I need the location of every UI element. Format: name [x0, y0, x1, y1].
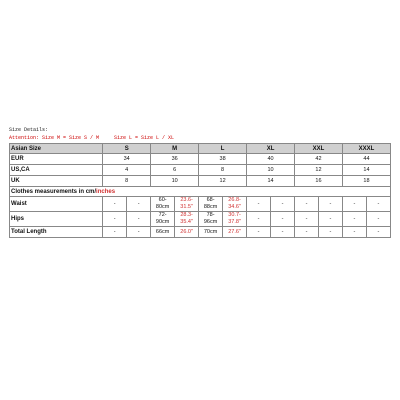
measure-cell: - [271, 197, 295, 212]
measure-cell-inches: 26.8-34.6" [223, 197, 247, 212]
row-label: US,CA [10, 165, 103, 176]
size-cell: 14 [342, 165, 390, 176]
measure-cell: - [318, 212, 342, 227]
measurements-heading [10, 187, 391, 197]
size-cell: 8 [103, 176, 151, 187]
row-label: Waist [10, 197, 103, 212]
measure-cell-cm: 68-88cm [199, 197, 223, 212]
size-row-uk [10, 176, 391, 187]
size-cell: 10 [247, 165, 295, 176]
size-cell: 4 [103, 165, 151, 176]
size-cell: 36 [151, 154, 199, 165]
size-row-us-ca [10, 165, 391, 176]
measure-cell: - [318, 227, 342, 238]
row-label: UK [10, 176, 103, 187]
row-label: Hips [10, 212, 103, 227]
measure-cell: - [342, 212, 366, 227]
measure-cell: - [247, 197, 271, 212]
measurements-heading-text: Clothes measurements in cm/ [11, 188, 97, 195]
measure-cell-inches: 23.6-31.5" [175, 197, 199, 212]
size-header-row [10, 144, 391, 154]
measure-cell: - [295, 212, 319, 227]
attention-note [9, 134, 391, 143]
attention-size-m: Attention: Size M = Size S / M [9, 135, 100, 141]
measure-cell: - [127, 227, 151, 238]
header-l: L [199, 144, 247, 154]
size-details-title: Size Details: [9, 127, 49, 133]
measure-cell: - [247, 227, 271, 238]
size-cell: 10 [151, 176, 199, 187]
measurements-heading-inches: inches [96, 188, 116, 195]
measure-row-waist [10, 197, 391, 212]
size-cell: 12 [199, 176, 247, 187]
size-cell: 34 [103, 154, 151, 165]
measure-cell: - [103, 212, 127, 227]
size-cell: 40 [247, 154, 295, 165]
measure-row-total-length [10, 227, 391, 238]
measure-cell-cm: 70cm [199, 227, 223, 238]
measure-cell: - [271, 212, 295, 227]
size-cell: 14 [247, 176, 295, 187]
measure-cell-cm: 60-80cm [151, 197, 175, 212]
row-label: EUR [10, 154, 103, 165]
size-cell: 8 [199, 165, 247, 176]
size-cell: 42 [295, 154, 343, 165]
size-row-eur [10, 154, 391, 165]
attention-size-l: Size L = Size L / XL [114, 135, 175, 141]
measure-cell: - [103, 197, 127, 212]
header-asian-size: Asian Size [10, 144, 103, 154]
header-s: S [103, 144, 151, 154]
size-chart [9, 126, 391, 238]
measure-cell: - [103, 227, 127, 238]
measure-cell: - [342, 197, 366, 212]
size-cell: 12 [295, 165, 343, 176]
measure-cell: - [318, 197, 342, 212]
measure-cell-inches: 27.6" [223, 227, 247, 238]
measure-cell: - [366, 197, 390, 212]
measure-cell: - [366, 227, 390, 238]
measure-cell-inches: 26.0" [175, 227, 199, 238]
measure-cell: - [295, 227, 319, 238]
measure-cell: - [127, 212, 151, 227]
header-xxl: XXL [295, 144, 343, 154]
header-m: M [151, 144, 199, 154]
measure-cell: - [127, 197, 151, 212]
measurements-heading-row [10, 187, 391, 197]
size-table [9, 143, 391, 238]
row-label: Total Length [10, 227, 103, 238]
size-cell: 6 [151, 165, 199, 176]
measure-cell-cm: 78-96cm [199, 212, 223, 227]
measure-cell-cm: 72-90cm [151, 212, 175, 227]
measure-cell: - [247, 212, 271, 227]
size-cell: 38 [199, 154, 247, 165]
measure-cell: - [342, 227, 366, 238]
size-cell: 18 [342, 176, 390, 187]
measure-cell: - [366, 212, 390, 227]
measure-cell-inches: 30.7-37.8" [223, 212, 247, 227]
measure-cell-inches: 28.3-35.4" [175, 212, 199, 227]
measure-row-hips [10, 212, 391, 227]
measure-cell: - [271, 227, 295, 238]
measure-cell-cm: 66cm [151, 227, 175, 238]
measure-cell: - [295, 197, 319, 212]
header-xl: XL [247, 144, 295, 154]
header-xxxl: XXXL [342, 144, 390, 154]
size-cell: 44 [342, 154, 390, 165]
size-cell: 16 [295, 176, 343, 187]
